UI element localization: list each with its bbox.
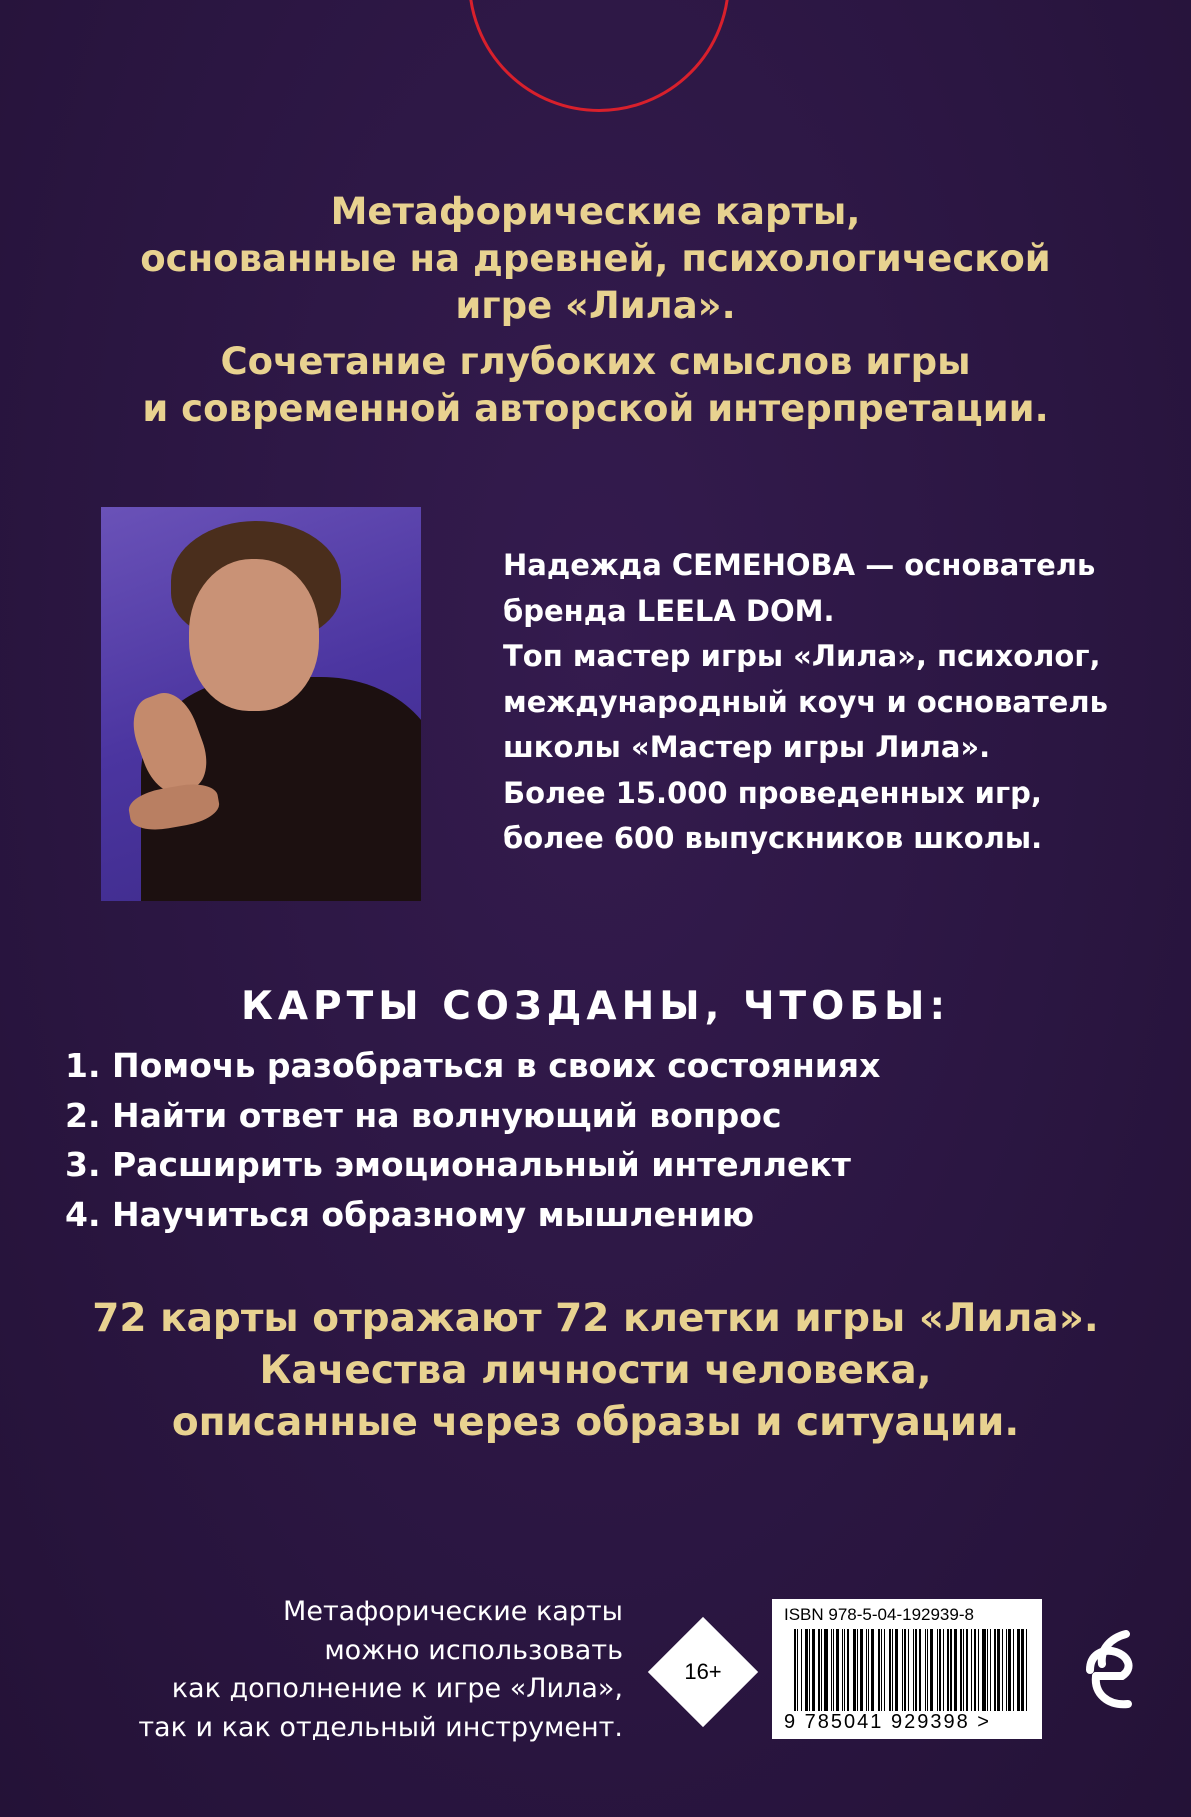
barcode-bar xyxy=(960,1629,961,1711)
barcode-bar xyxy=(853,1629,856,1711)
barcode-bar xyxy=(919,1629,921,1711)
bio-line: международный коуч и основатель xyxy=(503,684,1108,719)
intro-tagline xyxy=(0,338,1191,432)
barcode-bar xyxy=(915,1629,917,1711)
barcode-bar xyxy=(831,1629,832,1711)
barcode-bar xyxy=(801,1629,802,1711)
list-item: 1. Помочь разобраться в своих состояниях xyxy=(65,1046,881,1085)
barcode-bar xyxy=(963,1629,964,1711)
barcode-bar xyxy=(978,1629,979,1711)
barcode-bar xyxy=(821,1629,822,1711)
barcode-bar xyxy=(994,1629,996,1711)
barcode-bar xyxy=(937,1629,938,1711)
barcode-bar xyxy=(844,1629,845,1711)
barcode-bar xyxy=(794,1629,796,1711)
barcode-bar xyxy=(1006,1629,1007,1711)
barcode-bar xyxy=(868,1629,869,1711)
barcode-bar xyxy=(950,1629,952,1711)
barcode-bar xyxy=(990,1629,991,1711)
barcode-bar xyxy=(908,1629,909,1711)
barcode-bar xyxy=(927,1629,928,1711)
barcode-bar xyxy=(904,1629,906,1711)
bio-line: школы «Мастер игры Лила». xyxy=(503,730,991,764)
bio-line: Более 15.000 проведенных игр, xyxy=(503,775,1042,810)
barcode-bar xyxy=(1013,1629,1014,1711)
barcode-bar xyxy=(966,1629,968,1711)
barcode-bar xyxy=(895,1629,898,1711)
isbn-label: ISBN 978-5-04-192939-8 xyxy=(784,1605,974,1624)
barcode-bar xyxy=(902,1629,903,1711)
publisher-logo-icon xyxy=(1082,1624,1142,1716)
barcode-bar xyxy=(824,1629,827,1711)
barcode-bar xyxy=(1021,1629,1023,1711)
decorative-circle xyxy=(468,0,730,112)
bio-line: Надежда СЕМЕНОВА — основатель xyxy=(503,548,1096,582)
age-rating-label: 16+ xyxy=(684,1659,722,1684)
barcode-bar xyxy=(866,1629,867,1711)
intro-description xyxy=(0,188,1191,329)
barcode-bar xyxy=(818,1629,820,1711)
barcode-bar xyxy=(913,1629,914,1711)
author-photo xyxy=(101,507,421,901)
cards-line: 72 карты отражают 72 клетки игры «Лила». xyxy=(92,1296,1099,1341)
barcode-bar xyxy=(809,1629,810,1711)
note-line: как дополнение к игре «Лила», xyxy=(171,1673,623,1704)
barcode-bar xyxy=(1002,1629,1003,1711)
note-line: можно использовать xyxy=(324,1634,623,1666)
barcode-bar xyxy=(797,1629,798,1711)
intro-line: Сочетание глубоких смыслов игры xyxy=(220,340,971,383)
barcode-bar xyxy=(812,1629,814,1711)
usage-note xyxy=(138,1593,623,1747)
note-line: Метафорические карты xyxy=(283,1596,623,1627)
barcode-bar xyxy=(881,1629,882,1711)
list-item: 3. Расширить эмоциональный интеллект xyxy=(65,1145,851,1184)
intro-line: игре «Лила». xyxy=(455,284,736,327)
barcode-bar xyxy=(987,1629,988,1711)
isbn-barcode xyxy=(772,1599,1042,1739)
barcode-bar xyxy=(892,1629,893,1711)
barcode-bar xyxy=(1017,1629,1020,1711)
bio-line: бренда LEELA DOM. xyxy=(503,593,835,628)
ean-number: 9 785041 929398 > xyxy=(784,1711,991,1733)
barcode-bars xyxy=(794,1629,1030,1711)
barcode-bar xyxy=(889,1629,891,1711)
barcode-bar xyxy=(1026,1629,1027,1711)
cards-line: Качества личности человека, xyxy=(259,1348,932,1393)
barcode-bar xyxy=(857,1629,858,1711)
barcode-bar xyxy=(943,1629,944,1711)
list-item: 2. Найти ответ на волнующий вопрос xyxy=(65,1095,782,1135)
author-bio xyxy=(503,543,1163,862)
barcode-bar xyxy=(982,1629,985,1711)
purpose-list xyxy=(65,1041,880,1239)
bio-line: Топ мастер игры «Лила», психолог, xyxy=(503,639,1101,673)
purpose-title: КАРТЫ СОЗДАНЫ, ЧТОБЫ: xyxy=(240,984,951,1029)
barcode-bar xyxy=(1008,1629,1010,1711)
cards-line: описанные через образы и ситуации. xyxy=(171,1400,1020,1445)
barcode-bar xyxy=(836,1629,838,1711)
intro-line: Метафорические карты, xyxy=(330,190,861,233)
barcode-bar xyxy=(974,1629,976,1711)
barcode-bar xyxy=(971,1629,972,1711)
barcode-bar xyxy=(884,1629,885,1711)
note-line: так и как отдельный инструмент. xyxy=(138,1711,623,1743)
barcode-bar xyxy=(805,1629,808,1711)
cards-description xyxy=(0,1293,1191,1449)
barcode-bar xyxy=(939,1629,941,1711)
barcode-bar xyxy=(997,1629,999,1711)
bio-line: более 600 выпускников школы. xyxy=(503,821,1043,855)
intro-line: и современной авторской интерпретации. xyxy=(142,387,1049,430)
barcode-bar xyxy=(860,1629,862,1711)
barcode-bar xyxy=(871,1629,874,1711)
list-item: 4. Научиться образному мышлению xyxy=(65,1194,755,1234)
barcode-bar xyxy=(833,1629,834,1711)
barcode-bar xyxy=(925,1629,926,1711)
barcode-bar xyxy=(954,1629,957,1711)
barcode-bar xyxy=(930,1629,933,1711)
barcode-bar xyxy=(842,1629,843,1711)
barcode-bar xyxy=(878,1629,880,1711)
barcode-bar xyxy=(847,1629,849,1711)
intro-line: основанные на древней, психологической xyxy=(140,237,1051,280)
barcode-bar xyxy=(947,1629,948,1711)
